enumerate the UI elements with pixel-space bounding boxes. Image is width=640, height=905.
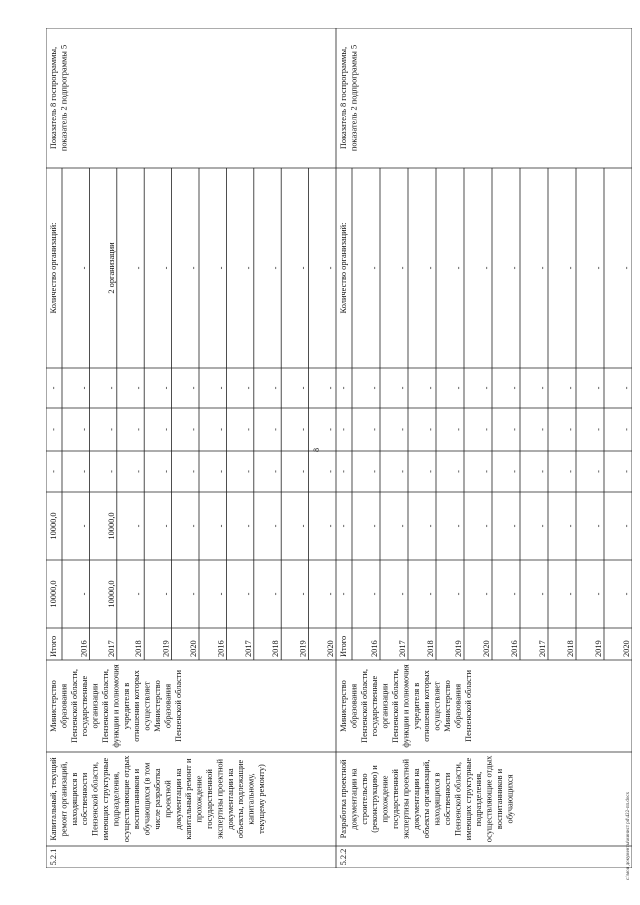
- indicator-value: -: [622, 266, 631, 270]
- indicator-value: -: [243, 266, 253, 270]
- measure-text-line: государственной: [391, 769, 400, 829]
- year-value: -: [398, 524, 407, 528]
- year-value: -: [326, 428, 335, 431]
- year-value: -: [398, 428, 407, 431]
- year-value: -: [326, 470, 335, 473]
- measure-text-line: обучающихся: [505, 774, 515, 824]
- measure-text-line: Пензенской области,: [90, 762, 100, 836]
- year-label: 2019: [454, 640, 463, 657]
- year-value: -: [243, 428, 253, 431]
- executor-text-line: Пензенской области,: [69, 669, 79, 743]
- year-value: -: [271, 386, 281, 390]
- year-value: -: [510, 386, 519, 390]
- executor-text-line: Пензенской области,: [101, 669, 110, 743]
- year-value: -: [482, 524, 491, 528]
- indicator-value: 2 организации: [106, 242, 116, 294]
- measure-text-line: документации на: [225, 768, 235, 830]
- total-value: -: [339, 524, 348, 528]
- year-value: -: [510, 524, 519, 528]
- indicator-value: -: [398, 266, 407, 270]
- measure-text-line: Разработка проектной: [339, 759, 348, 839]
- year-value: 10000,0: [106, 580, 116, 608]
- indicator-value: -: [271, 266, 281, 270]
- year-value: -: [538, 524, 547, 528]
- measure-text-line: находящихся в: [432, 772, 442, 826]
- measure-text-line: объекты организаций,: [422, 759, 432, 839]
- year-value: -: [161, 470, 171, 473]
- executor-text-line: Пензенской области: [463, 670, 473, 742]
- year-value: -: [622, 428, 631, 431]
- measure-text-line: прохождение: [380, 775, 390, 823]
- executor-text-line: функции и полномочия: [401, 664, 411, 748]
- year-value: -: [398, 470, 407, 473]
- year-value: -: [622, 592, 631, 596]
- indicator-value: -: [370, 266, 379, 270]
- total-label: Итого: [49, 635, 58, 657]
- total-value: 10000,0: [49, 580, 58, 608]
- indicator-value: -: [482, 266, 491, 270]
- total-value: -: [49, 428, 58, 431]
- year-label: 2019: [594, 640, 603, 657]
- year-label: 2017: [398, 640, 407, 657]
- year-value: -: [370, 470, 379, 473]
- year-value: -: [566, 524, 575, 528]
- measure-text-line: воспитанников и: [495, 768, 504, 830]
- year-value: -: [370, 524, 379, 528]
- year-value: -: [216, 470, 226, 473]
- year-value: -: [454, 524, 463, 528]
- executor-text-line: осуществляет: [142, 681, 152, 731]
- year-value: -: [134, 524, 144, 528]
- year-value: -: [134, 386, 144, 390]
- measure-text-line: осуществляющие отдых: [121, 755, 131, 843]
- year-value: -: [426, 386, 435, 390]
- year-label: 2017: [243, 640, 253, 657]
- year-value: -: [161, 428, 171, 431]
- year-value: -: [454, 470, 463, 473]
- indicator-label: Количество организаций:: [339, 222, 348, 314]
- measure-text-line: собственности: [443, 772, 452, 826]
- year-value: -: [189, 524, 198, 528]
- indicator-value: -: [594, 266, 603, 270]
- measure-text-line: документации на: [349, 768, 359, 830]
- relation-text-line: Показатель 8 госпрограммы,: [339, 46, 348, 150]
- year-value: -: [216, 524, 226, 528]
- year-value: -: [243, 592, 253, 596]
- year-value: -: [134, 592, 144, 596]
- executor-text-line: Пензенской области: [173, 670, 183, 742]
- year-value: -: [271, 428, 281, 431]
- executor-text-line: осуществляет: [432, 681, 442, 731]
- year-value: -: [216, 592, 226, 596]
- measure-text-line: текущему ремонту): [257, 764, 266, 834]
- year-value: -: [594, 592, 603, 596]
- year-value: -: [482, 386, 491, 390]
- relation-text-line: показатель 2 подпрограммы 5: [59, 44, 69, 152]
- year-label: 2020: [622, 640, 631, 657]
- total-value: -: [49, 470, 58, 473]
- year-value: -: [594, 524, 603, 528]
- year-label: 2018: [134, 640, 144, 657]
- year-value: -: [298, 592, 308, 596]
- measure-text-line: (реконструкцию) и: [370, 765, 380, 833]
- year-value: -: [79, 428, 89, 431]
- indicator-value: -: [134, 266, 144, 270]
- indicator-value: -: [566, 266, 575, 270]
- year-value: -: [298, 470, 308, 473]
- year-label: 2019: [298, 640, 308, 657]
- total-value: -: [49, 386, 58, 390]
- measure-text-line: имеющих структурные: [101, 757, 110, 841]
- executor-text-line: образования: [59, 683, 69, 729]
- year-label: 2016: [79, 640, 89, 657]
- year-value: -: [510, 428, 519, 431]
- measure-text-line: воспитанников и: [132, 768, 142, 830]
- relation-text-line: показатель 2 подпрограммы 5: [349, 44, 359, 152]
- executor-text-line: государственные: [80, 675, 90, 737]
- year-label: 2020: [189, 640, 198, 657]
- year-value: -: [243, 470, 253, 473]
- year-value: -: [106, 428, 116, 431]
- year-value: -: [134, 470, 144, 473]
- executor-text-line: Министерство: [49, 680, 58, 732]
- year-value: -: [79, 592, 89, 596]
- year-value: -: [566, 386, 575, 390]
- year-value: -: [216, 428, 226, 431]
- measure-text-line: имеющих структурные: [463, 757, 473, 841]
- measure-text-line: экспертизы проектной: [401, 758, 411, 840]
- year-value: -: [510, 470, 519, 473]
- year-value: -: [79, 386, 89, 390]
- total-value: -: [339, 386, 348, 390]
- year-label: 2016: [216, 640, 226, 657]
- measure-text-line: ремонт организаций,: [59, 761, 69, 837]
- executor-text-line: образования: [453, 683, 463, 729]
- executor-text-line: образования: [349, 683, 359, 729]
- footer-file-path: c:\мои документы\минист pd\422-пп.docx: [626, 791, 631, 880]
- total-value: -: [339, 592, 348, 596]
- year-label: 2017: [538, 640, 547, 657]
- measure-text-line: документации на: [411, 768, 421, 830]
- year-value: -: [189, 592, 198, 596]
- section-number: 5.2.2: [339, 848, 348, 866]
- year-value: -: [454, 592, 463, 596]
- executor-text-line: образования: [163, 683, 173, 729]
- year-value: -: [370, 386, 379, 390]
- executor-text-line: Министерство: [443, 680, 452, 732]
- measure-text-line: государственной: [205, 769, 214, 829]
- year-value: -: [622, 386, 631, 390]
- measure-text-line: прохождение: [194, 775, 204, 823]
- year-value: -: [482, 428, 491, 431]
- year-value: -: [79, 470, 89, 473]
- year-value: -: [566, 592, 575, 596]
- year-label: 2016: [370, 640, 379, 657]
- page-number: 8: [312, 448, 321, 452]
- executor-text-line: учредителя в: [411, 682, 421, 730]
- year-value: -: [538, 470, 547, 473]
- year-value: -: [370, 592, 379, 596]
- year-value: -: [454, 386, 463, 390]
- measure-text-line: Капитальный, текущий: [49, 757, 58, 841]
- measure-text-line: капитальный ремонт и: [184, 758, 194, 840]
- indicator-value: -: [161, 266, 171, 270]
- measure-text-line: документации на: [173, 768, 183, 830]
- executor-text-line: организации: [90, 683, 100, 729]
- year-value: -: [216, 386, 226, 390]
- year-label: 2020: [326, 640, 335, 657]
- total-value: -: [339, 428, 348, 431]
- executor-text-line: организации: [380, 683, 390, 729]
- year-value: -: [243, 386, 253, 390]
- year-value: -: [482, 592, 491, 596]
- year-value: -: [161, 386, 171, 390]
- executor-text-line: функции и полномочия: [111, 664, 121, 748]
- executor-text-line: отношении которых: [132, 670, 142, 742]
- year-value: -: [189, 386, 198, 390]
- year-value: -: [326, 524, 335, 528]
- indicator-value: -: [426, 266, 435, 270]
- year-value: -: [398, 386, 407, 390]
- year-label: 2020: [482, 640, 491, 657]
- year-value: -: [298, 386, 308, 390]
- year-value: -: [189, 428, 198, 431]
- year-value: -: [566, 470, 575, 473]
- indicator-value: -: [326, 266, 335, 270]
- year-value: -: [271, 524, 281, 528]
- indicator-value: -: [454, 266, 463, 270]
- relation-text-line: Показатель 8 госпрограммы,: [49, 46, 58, 150]
- measure-text-line: подразделения,: [111, 771, 121, 827]
- measure-text-line: капитальному,: [246, 773, 256, 825]
- section-number: 5.2.1: [49, 848, 58, 866]
- measure-text-line: собственности: [80, 772, 90, 826]
- year-value: -: [271, 470, 281, 473]
- measure-text-line: объекты, подлежащие: [236, 759, 246, 839]
- year-value: -: [326, 386, 335, 390]
- year-value: -: [79, 524, 89, 528]
- indicator-value: -: [538, 266, 547, 270]
- year-value: -: [594, 470, 603, 473]
- year-value: -: [106, 470, 116, 473]
- year-value: -: [326, 592, 335, 596]
- year-value: -: [454, 428, 463, 431]
- year-label: 2018: [271, 640, 281, 657]
- year-label: 2017: [106, 640, 116, 657]
- executor-text-line: государственные: [370, 675, 380, 737]
- year-label: 2016: [510, 640, 519, 657]
- indicator-label: Количество организаций:: [49, 222, 58, 314]
- year-value: -: [426, 592, 435, 596]
- indicator-value: -: [189, 266, 198, 270]
- year-value: -: [426, 470, 435, 473]
- executor-text-line: Пензенской области,: [391, 669, 400, 743]
- year-value: -: [398, 592, 407, 596]
- indicator-value: -: [216, 266, 226, 270]
- year-value: -: [106, 386, 116, 390]
- year-value: 10000,0: [106, 512, 116, 540]
- measure-text-line: строительство: [359, 773, 369, 825]
- year-value: -: [161, 524, 171, 528]
- year-value: -: [243, 524, 253, 528]
- year-label: 2019: [161, 640, 171, 657]
- year-value: -: [510, 592, 519, 596]
- executor-text-line: отношении которых: [422, 670, 432, 742]
- program-table-grid: [46, 28, 632, 868]
- year-value: -: [426, 428, 435, 431]
- year-value: -: [538, 592, 547, 596]
- year-value: -: [594, 386, 603, 390]
- executor-text-line: учредителя в: [121, 682, 131, 730]
- year-label: 2018: [426, 640, 435, 657]
- total-label: Итого: [339, 635, 348, 657]
- year-value: -: [271, 592, 281, 596]
- executor-text-line: Министерство: [153, 680, 162, 732]
- measure-text-line: осуществляющие отдых: [484, 755, 494, 843]
- year-value: -: [622, 470, 631, 473]
- year-label: 2018: [566, 640, 575, 657]
- year-value: -: [622, 524, 631, 528]
- year-value: -: [538, 386, 547, 390]
- year-value: -: [566, 428, 575, 431]
- measure-text-line: числе разработка: [153, 768, 162, 830]
- measure-text-line: находящихся в: [69, 772, 79, 826]
- total-value: -: [339, 470, 348, 473]
- year-value: -: [134, 428, 144, 431]
- measure-text-line: Пензенской области,: [453, 762, 463, 836]
- year-value: -: [370, 428, 379, 431]
- measure-text-line: подразделения,: [474, 771, 484, 827]
- indicator-value: -: [298, 266, 308, 270]
- year-value: -: [538, 428, 547, 431]
- year-value: -: [189, 470, 198, 473]
- year-value: -: [594, 428, 603, 431]
- year-value: -: [161, 592, 171, 596]
- measure-text-line: проектной: [163, 780, 173, 818]
- year-value: -: [426, 524, 435, 528]
- year-value: -: [298, 524, 308, 528]
- executor-text-line: Пензенской области,: [359, 669, 369, 743]
- total-value: 10000,0: [49, 512, 58, 540]
- year-value: -: [482, 470, 491, 473]
- indicator-value: -: [79, 266, 89, 270]
- year-value: -: [298, 428, 308, 431]
- measure-text-line: экспертизы проектной: [215, 758, 225, 840]
- indicator-value: -: [510, 266, 519, 270]
- measure-text-line: обучающихся (в том: [142, 762, 152, 836]
- executor-text-line: Министерство: [339, 680, 348, 732]
- program-table: [46, 28, 632, 868]
